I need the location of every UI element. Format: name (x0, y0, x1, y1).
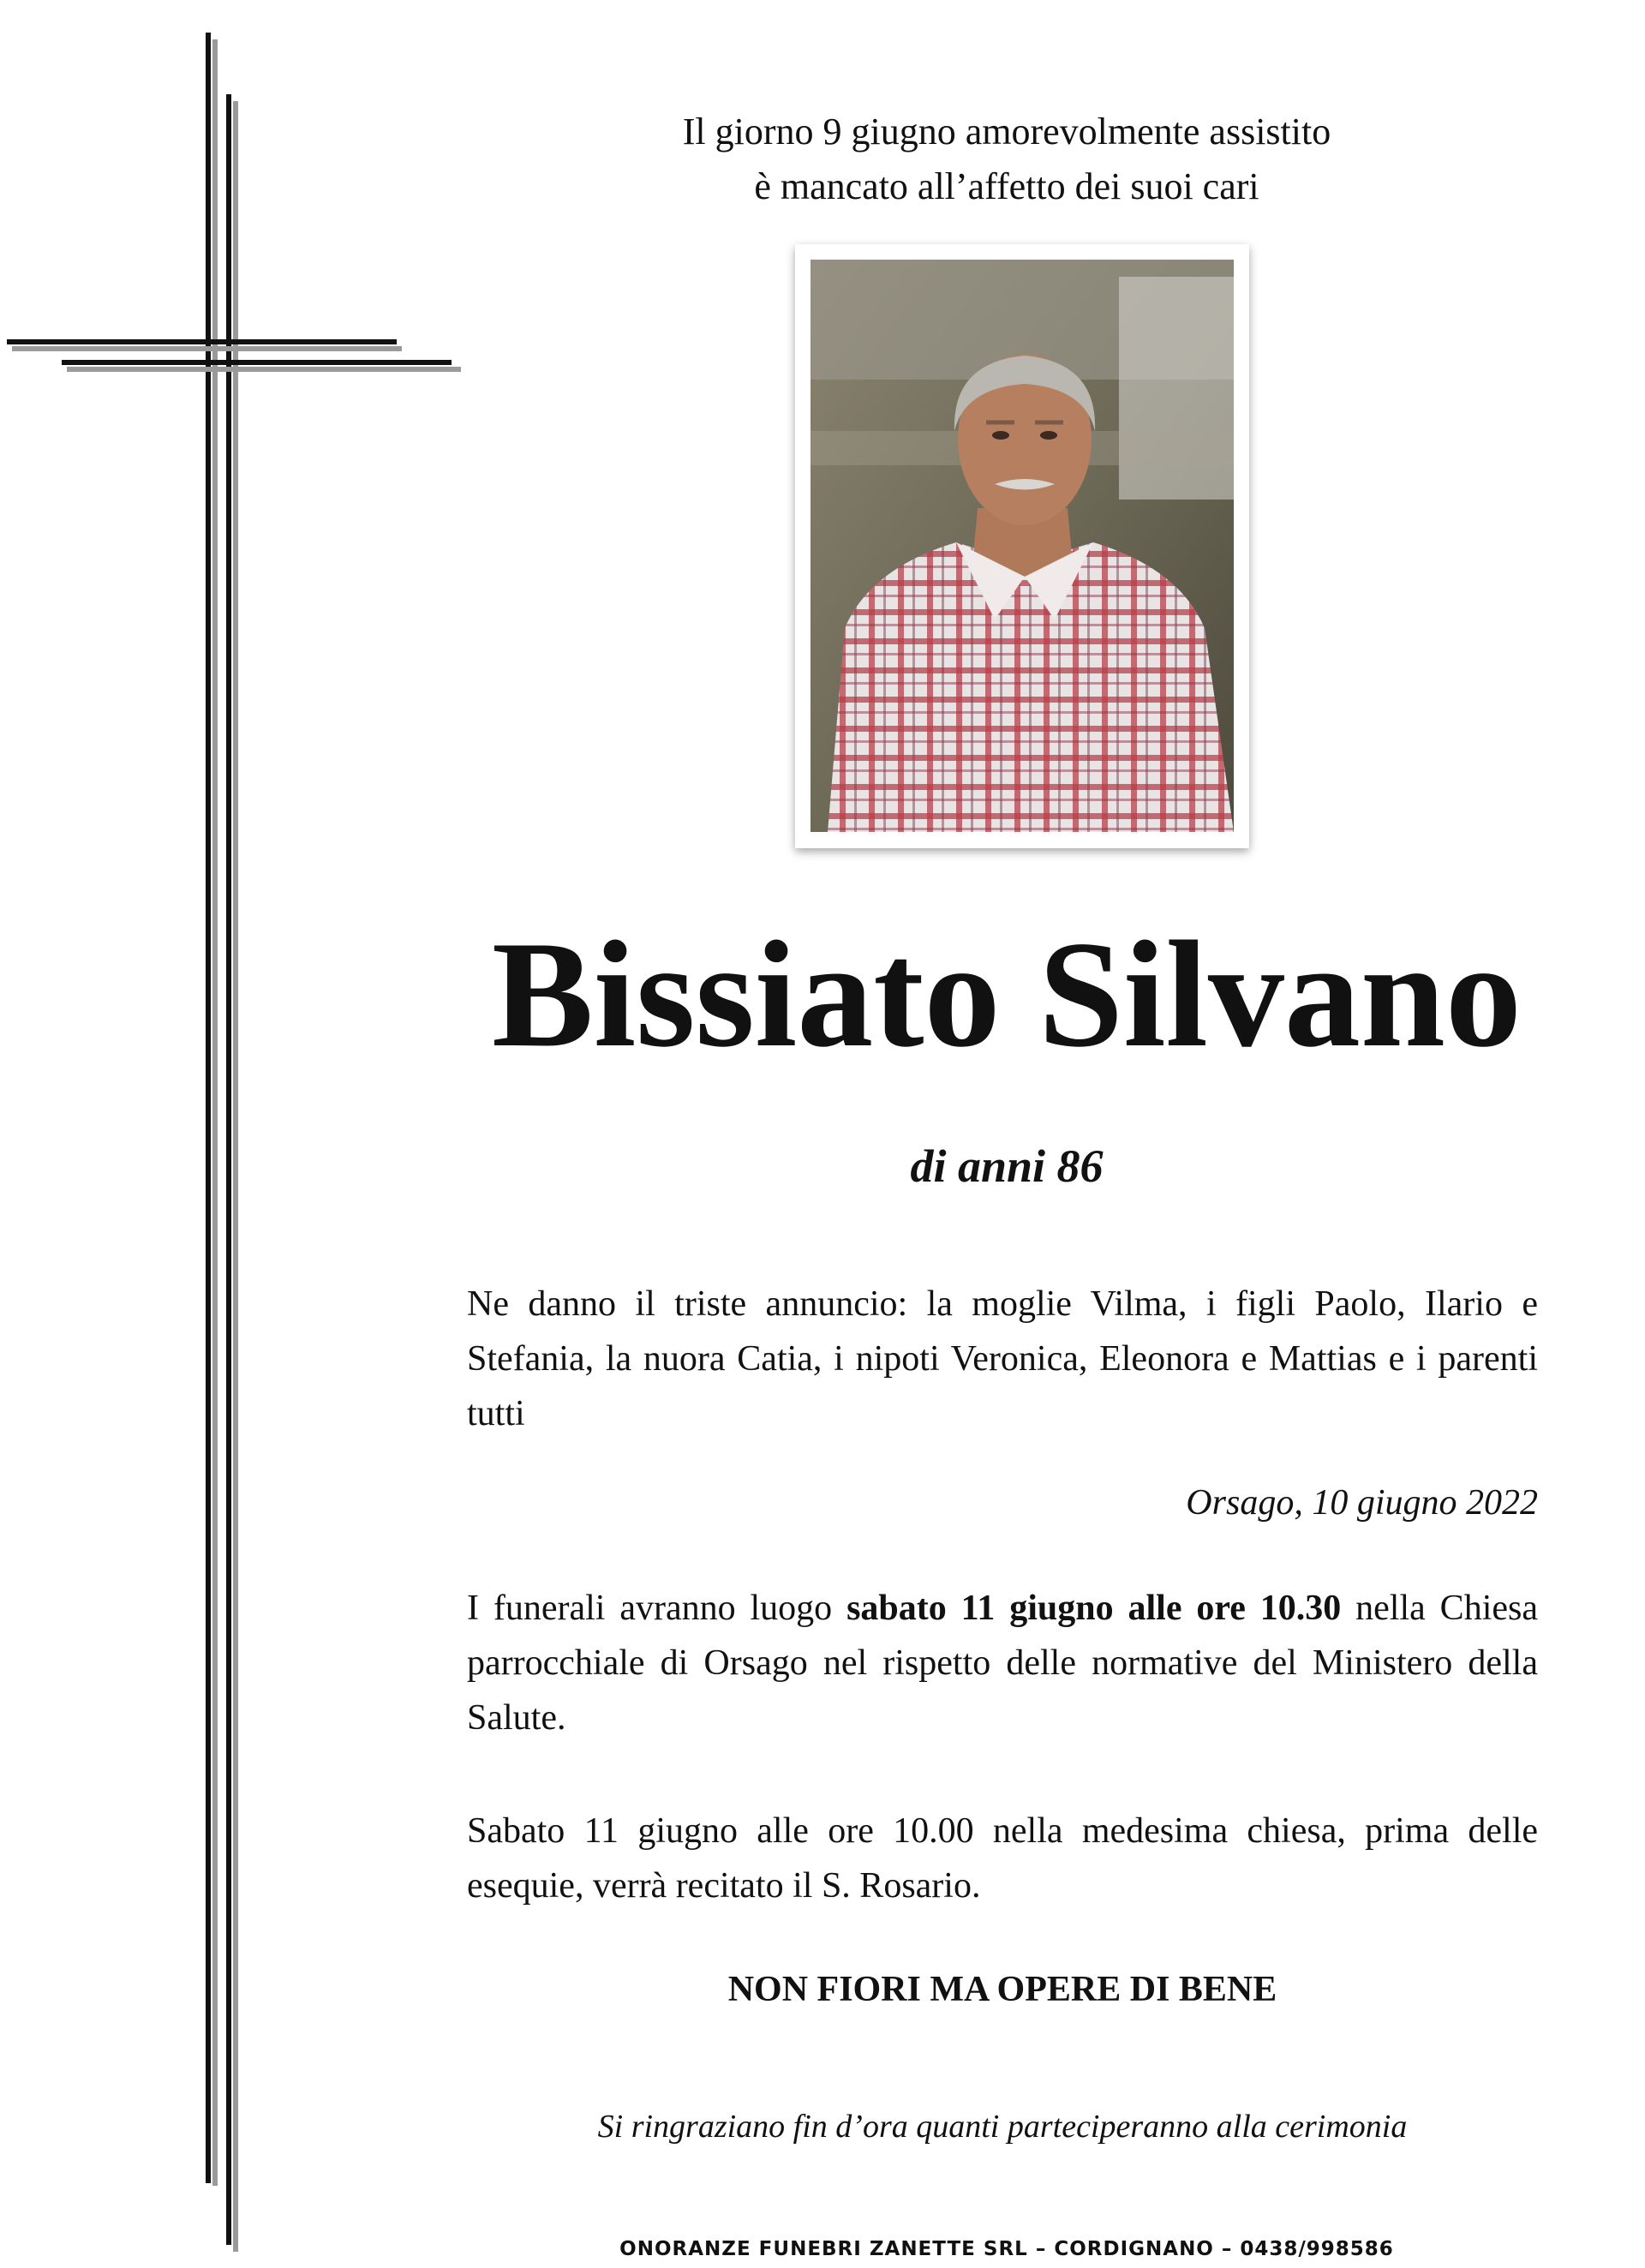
intro-line-2: è mancato all’affetto dei suoi cari (754, 165, 1259, 207)
thanks-note: Si ringraziano fin d’ora quanti parteciperanno alla cerimonia (597, 2109, 1408, 2145)
deceased-age: di anni 86 (910, 1140, 1104, 1192)
funeral-text-after: nella Chiesa parrocchiale di Orsago nel rispetto delle normative del Ministero della Salute. (467, 1589, 1538, 1738)
funeral-info (467, 1581, 1538, 1745)
funeral-text-before: I funerali avranno luogo (467, 1589, 847, 1628)
announcement-text: Ne danno il triste annuncio: la moglie Vilma, i figli Paolo, Ilario e Stefania, la nuora Catia, i nipoti Veronica, Eleonora e Mattias e i parenti tutti (467, 1284, 1538, 1433)
intro-line-1: Il giorno 9 giugno amorevolmente assistito (682, 111, 1331, 153)
no-flowers-notice: NON FIORI MA OPERE DI BENE (727, 1970, 1277, 2009)
deceased-name: Bissiato Silvano (492, 909, 1522, 1079)
funeral-home-footer: ONORANZE FUNEBRI ZANETTE SRL – CORDIGNANO – 0438/998586 (619, 2238, 1394, 2260)
intro-text (467, 105, 1546, 214)
funeral-datetime: sabato 11 giugno alle ore 10.30 (846, 1589, 1342, 1628)
portrait-photo-icon (811, 260, 1234, 832)
rosary-info: Sabato 11 giugno alle ore 10.00 nella medesima chiesa, prima delle esequie, verrà recitato il S. Rosario. (467, 1811, 1538, 1906)
portrait-frame (795, 244, 1249, 848)
place-date: Orsago, 10 giugno 2022 (1186, 1483, 1538, 1523)
